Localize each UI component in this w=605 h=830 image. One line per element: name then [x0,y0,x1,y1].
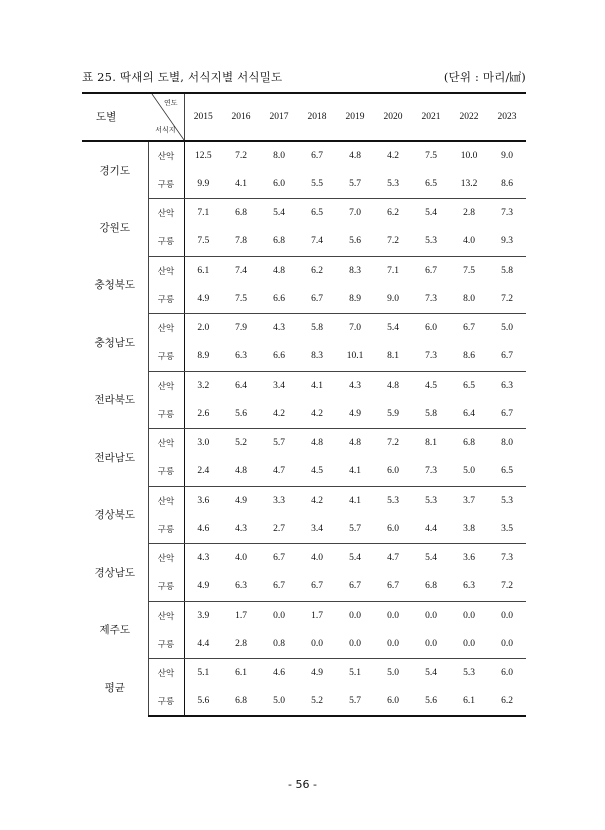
value-cell: 7.5 [222,285,260,314]
value-cell: 5.4 [273,208,285,219]
value-cell: 4.2 [298,400,336,429]
year-header: 2020 [374,93,412,141]
value-cell: 6.0 [374,515,412,544]
value-cell: 6.0 [260,170,298,199]
region-cell: 충청북도 [82,256,148,314]
value-cell: 4.8 [349,438,361,449]
habitat-cell: 구릉 [148,630,184,659]
value-cell: 7.4 [235,265,247,276]
habitat-cell: 산악 [148,371,184,400]
value-cell: 5.1 [197,668,210,679]
value-cell: 7.1 [387,265,399,276]
table-caption [82,68,526,86]
value-cell: 5.0 [260,687,298,716]
value-cell: 3.7 [463,495,475,506]
value-cell: 0.0 [298,630,336,659]
habitat-cell: 산악 [148,199,184,228]
habitat-cell: 산악 [148,544,184,573]
value-cell: 6.2 [311,265,323,276]
value-cell: 6.4 [235,380,247,391]
value-cell: 6.8 [222,687,260,716]
region-cell: 강원도 [82,199,148,257]
value-cell: 4.9 [311,668,323,679]
region-cell: 제주도 [82,601,148,659]
value-cell: 0.0 [374,630,412,659]
value-cell: 7.0 [349,323,361,334]
table-row [82,227,526,256]
value-cell: 4.8 [273,265,285,276]
table-row [82,342,526,371]
value-cell: 6.0 [374,687,412,716]
value-cell: 5.7 [336,515,374,544]
value-cell: 10.1 [336,342,374,371]
value-cell: 5.3 [463,668,475,679]
value-cell: 7.5 [184,227,222,256]
value-cell: 7.2 [488,285,526,314]
value-cell: 9.3 [488,227,526,256]
value-cell: 2.8 [463,208,475,219]
density-table [82,92,526,717]
value-cell: 5.0 [501,323,513,334]
habitat-axis-label: 서식지 [155,126,176,134]
habitat-cell: 구릉 [148,285,184,314]
value-cell: 6.4 [450,400,488,429]
value-cell: 4.9 [336,400,374,429]
value-cell: 4.3 [222,515,260,544]
year-header: 2016 [222,93,260,141]
habitat-cell: 구릉 [148,572,184,601]
table-row [82,141,526,170]
value-cell: 7.3 [501,553,513,564]
value-cell: 3.9 [197,610,210,621]
region-cell: 경상남도 [82,544,148,602]
value-cell: 8.6 [450,342,488,371]
page-number: - 56 - [288,778,317,791]
value-cell: 5.4 [425,553,437,564]
value-cell: 6.8 [412,572,450,601]
region-cell: 충청남도 [82,314,148,372]
value-cell: 7.2 [374,227,412,256]
value-cell: 8.1 [425,438,437,449]
value-cell: 5.4 [425,208,437,219]
habitat-cell: 산악 [148,486,184,515]
value-cell: 6.1 [235,668,247,679]
value-cell: 0.0 [501,610,513,621]
value-cell: 5.0 [450,457,488,486]
value-cell: 6.6 [260,342,298,371]
value-cell: 6.5 [412,170,450,199]
year-header: 2022 [450,93,488,141]
value-cell: 0.8 [260,630,298,659]
table-row [82,486,526,515]
table-row [82,256,526,285]
value-cell: 4.5 [425,380,437,391]
year-header: 2018 [298,93,336,141]
value-cell: 4.1 [311,380,323,391]
value-cell: 5.7 [336,170,374,199]
value-cell: 8.3 [298,342,336,371]
value-cell: 8.9 [336,285,374,314]
value-cell: 3.6 [197,495,210,506]
value-cell: 4.7 [260,457,298,486]
value-cell: 4.8 [222,457,260,486]
value-cell: 5.7 [336,687,374,716]
value-cell: 5.3 [387,495,399,506]
value-cell: 6.3 [222,572,260,601]
value-cell: 5.2 [298,687,336,716]
table-title: 표 25. 딱새의 도별, 서식지별 서식밀도 [82,70,283,84]
value-cell: 4.4 [412,515,450,544]
table-row [82,429,526,458]
value-cell: 6.5 [311,208,323,219]
value-cell: 4.2 [387,150,399,161]
value-cell: 6.3 [501,380,513,391]
value-cell: 7.3 [412,285,450,314]
value-cell: 5.9 [374,400,412,429]
value-cell: 6.7 [260,572,298,601]
value-cell: 8.0 [501,438,513,449]
value-cell: 2.8 [222,630,260,659]
value-cell: 6.7 [311,150,323,161]
value-cell: 8.1 [374,342,412,371]
habitat-cell: 구릉 [148,457,184,486]
value-cell: 3.0 [197,438,210,449]
value-cell: 6.0 [425,323,437,334]
value-cell: 6.1 [197,265,210,276]
value-cell: 5.5 [298,170,336,199]
value-cell: 7.8 [222,227,260,256]
table-row [82,400,526,429]
value-cell: 3.2 [197,380,210,391]
value-cell: 5.4 [349,553,361,564]
value-cell: 6.3 [450,572,488,601]
value-cell: 2.0 [197,323,210,334]
value-cell: 7.3 [412,342,450,371]
value-cell: 4.0 [311,553,323,564]
value-cell: 3.8 [450,515,488,544]
value-cell: 6.6 [260,285,298,314]
value-cell: 6.7 [488,400,526,429]
value-cell: 4.8 [387,380,399,391]
value-cell: 5.8 [311,323,323,334]
table-row [82,199,526,228]
habitat-cell: 산악 [148,601,184,630]
region-cell: 경상북도 [82,486,148,544]
value-cell: 5.1 [349,668,361,679]
habitat-cell: 산악 [148,429,184,458]
value-cell: 5.6 [336,227,374,256]
year-header: 2015 [184,93,222,141]
value-cell: 6.2 [488,687,526,716]
region-cell: 경기도 [82,141,148,199]
value-cell: 5.4 [425,668,437,679]
value-cell: 6.8 [235,208,247,219]
value-cell: 5.7 [273,438,285,449]
habitat-cell: 구릉 [148,515,184,544]
table-body [82,141,526,716]
value-cell: 5.3 [374,170,412,199]
value-cell: 10.0 [460,150,478,161]
value-cell: 6.5 [463,380,475,391]
value-cell: 7.9 [235,323,247,334]
table-row [82,687,526,716]
value-cell: 4.1 [222,170,260,199]
value-cell: 4.6 [273,668,285,679]
value-cell: 7.2 [235,150,247,161]
value-cell: 7.2 [488,572,526,601]
value-cell: 5.2 [235,438,247,449]
value-cell: 4.7 [387,553,399,564]
region-column-label: 도별 [96,111,117,123]
value-cell: 2.6 [184,400,222,429]
value-cell: 4.3 [197,553,210,564]
value-cell: 4.3 [349,380,361,391]
value-cell: 6.7 [273,553,285,564]
value-cell: 0.0 [412,630,450,659]
table-row [82,515,526,544]
value-cell: 3.3 [273,495,285,506]
value-cell: 0.0 [450,630,488,659]
value-cell: 9.0 [374,285,412,314]
value-cell: 9.0 [501,150,513,161]
value-cell: 3.4 [273,380,285,391]
value-cell: 6.7 [425,265,437,276]
value-cell: 13.2 [450,170,488,199]
value-cell: 4.2 [311,495,323,506]
value-cell: 8.9 [184,342,222,371]
value-cell: 6.8 [260,227,298,256]
value-cell: 0.0 [463,610,475,621]
value-cell: 4.0 [450,227,488,256]
value-cell: 8.0 [273,150,285,161]
year-header: 2019 [336,93,374,141]
value-cell: 7.3 [501,208,513,219]
table-row [82,170,526,199]
corner-header [82,93,184,141]
value-cell: 12.5 [194,150,212,161]
value-cell: 7.0 [349,208,361,219]
region-cell: 평균 [82,659,148,717]
year-header: 2017 [260,93,298,141]
year-axis-label: 연도 [163,99,178,107]
habitat-cell: 산악 [148,659,184,688]
value-cell: 0.0 [387,610,399,621]
value-cell: 6.3 [222,342,260,371]
value-cell: 6.7 [336,572,374,601]
value-cell: 5.8 [501,265,513,276]
value-cell: 7.3 [412,457,450,486]
value-cell: 3.6 [463,553,475,564]
value-cell: 4.8 [311,438,323,449]
value-cell: 5.3 [425,495,437,506]
value-cell: 4.8 [349,150,361,161]
value-cell: 4.2 [260,400,298,429]
habitat-cell: 구릉 [148,227,184,256]
value-cell: 2.4 [184,457,222,486]
value-cell: 5.0 [387,668,399,679]
value-cell: 1.7 [235,610,247,621]
value-cell: 3.4 [298,515,336,544]
value-cell: 6.7 [298,285,336,314]
value-cell: 6.0 [501,668,513,679]
table-row [82,457,526,486]
habitat-cell: 산악 [148,314,184,343]
region-cell: 전라북도 [82,371,148,429]
value-cell: 1.7 [311,610,323,621]
value-cell: 4.4 [184,630,222,659]
value-cell: 7.1 [197,208,210,219]
habitat-cell: 구릉 [148,687,184,716]
value-cell: 0.0 [349,610,361,621]
table-row [82,630,526,659]
year-header: 2023 [488,93,526,141]
value-cell: 8.0 [450,285,488,314]
habitat-cell: 구릉 [148,170,184,199]
table-row [82,572,526,601]
value-cell: 7.2 [387,438,399,449]
habitat-cell: 구릉 [148,400,184,429]
value-cell: 5.3 [412,227,450,256]
value-cell: 6.7 [463,323,475,334]
habitat-cell: 구릉 [148,342,184,371]
table-row [82,371,526,400]
value-cell: 4.9 [184,572,222,601]
value-cell: 7.4 [298,227,336,256]
value-cell: 8.3 [349,265,361,276]
value-cell: 6.5 [488,457,526,486]
value-cell: 5.3 [501,495,513,506]
value-cell: 4.5 [298,457,336,486]
table-unit: (단위 : 마리/㎢) [443,70,526,84]
value-cell: 4.9 [235,495,247,506]
value-cell: 6.7 [374,572,412,601]
table-row [82,314,526,343]
value-cell: 9.9 [184,170,222,199]
table-row [82,601,526,630]
value-cell: 7.5 [425,150,437,161]
value-cell: 6.2 [387,208,399,219]
value-cell: 8.6 [488,170,526,199]
value-cell: 6.1 [450,687,488,716]
value-cell: 6.7 [488,342,526,371]
year-header: 2021 [412,93,450,141]
habitat-cell: 산악 [148,141,184,170]
habitat-cell: 산악 [148,256,184,285]
value-cell: 4.0 [235,553,247,564]
value-cell: 7.5 [463,265,475,276]
value-cell: 4.1 [336,457,374,486]
region-cell: 전라남도 [82,429,148,487]
value-cell: 0.0 [336,630,374,659]
table-row [82,285,526,314]
value-cell: 6.0 [374,457,412,486]
value-cell: 0.0 [488,630,526,659]
value-cell: 2.7 [260,515,298,544]
value-cell: 0.0 [273,610,285,621]
value-cell: 4.3 [273,323,285,334]
value-cell: 6.8 [463,438,475,449]
value-cell: 4.9 [184,285,222,314]
value-cell: 0.0 [425,610,437,621]
value-cell: 5.6 [222,400,260,429]
value-cell: 4.1 [349,495,361,506]
table-row [82,659,526,688]
value-cell: 5.6 [184,687,222,716]
value-cell: 5.6 [412,687,450,716]
value-cell: 3.5 [488,515,526,544]
value-cell: 5.8 [412,400,450,429]
table-row [82,544,526,573]
value-cell: 5.4 [387,323,399,334]
value-cell: 6.7 [298,572,336,601]
header-row [82,93,526,141]
value-cell: 4.6 [184,515,222,544]
